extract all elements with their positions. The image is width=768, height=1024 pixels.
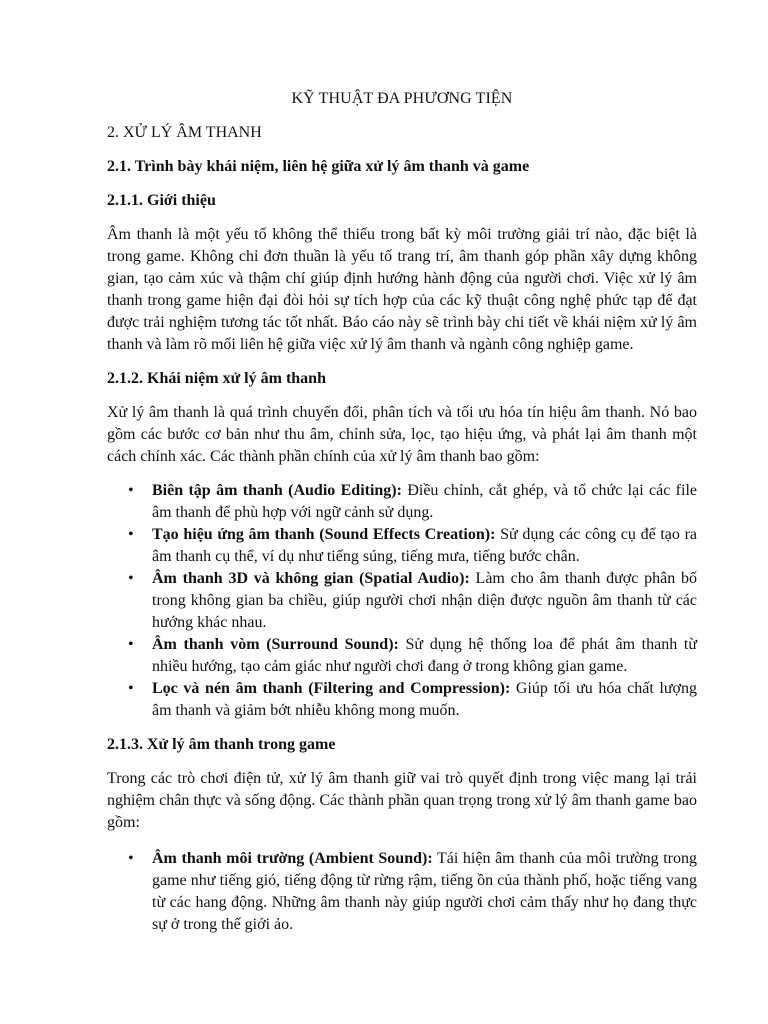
bullet-icon: • [128,636,134,653]
heading-2-1-2: 2.1.2. Khái niệm xử lý âm thanh [107,370,326,387]
list-item-text: Làm cho âm thanh được phân bố trong không gian ba chiều, giúp người chơi nhận diện được nguồn âm thanh từ các hướng khác nhau. [152,570,697,631]
list-item [107,480,697,524]
game-audio-paragraph: Trong các trò chơi điện tử, xử lý âm thanh giữ vai trò quyết định trong việc mang lại trải nghiệm chân thực và sống động. Các thành phần quan trọng trong xử lý âm thanh game bao gồm: [107,770,697,831]
list-item-term: Âm thanh môi trường (Ambient Sound): [152,850,433,867]
list-item-term: Âm thanh vòm (Surround Sound): [152,636,399,653]
list-item-text: Tái hiện âm thanh của môi trường trong game như tiếng gió, tiếng động từ rừng rậm, tiếng ồn của thành phố, hoặc tiếng vang từ các hang động. Những âm thanh này giúp người chơi cảm thấy như họ đang thực sự ở trong thế giới ảo. [152,850,697,933]
bullet-icon: • [128,482,134,499]
intro-paragraph: Âm thanh là một yếu tố không thể thiếu trong bất kỳ môi trường giải trí nào, đặc biệt là trong game. Không chỉ đơn thuần là yếu tố trang trí, âm thanh góp phần xây dựng không gian, tạo cảm xúc và thậm chí giúp định hướng hành động của người chơi. Việc xử lý âm thanh trong game hiện đại đòi hỏi sự tích hợp của các kỹ thuật công nghệ phức tạp để đạt được trải nghiệm tương tác tốt nhất. Báo cáo này sẽ trình bày chi tiết về khái niệm xử lý âm thanh và làm rõ mối liên hệ giữa việc xử lý âm thanh và ngành công nghiệp game. [107,226,697,353]
document-page [107,88,697,948]
list-item [107,568,697,634]
heading-2-1-3: 2.1.3. Xử lý âm thanh trong game [107,736,336,753]
list-item-term: Tạo hiệu ứng âm thanh (Sound Effects Creation): [152,526,496,543]
heading-2-1-1: 2.1.1. Giới thiệu [107,192,216,209]
list-item-term: Âm thanh 3D và không gian (Spatial Audio): [152,570,470,587]
list-item-term: Lọc và nén âm thanh (Filtering and Compression): [152,680,511,697]
subsection-heading: 2.1. Trình bày khái niệm, liên hệ giữa xử lý âm thanh và game [107,158,530,175]
section-heading: 2. XỬ LÝ ÂM THANH [107,124,262,141]
list-item [107,524,697,568]
list-item-text: Giúp tối ưu hóa chất lượng âm thanh và giảm bớt nhiễu không mong muốn. [152,680,698,719]
list-item-text: Điều chỉnh, cắt ghép, và tổ chức lại các file âm thanh để phù hợp với ngữ cảnh sử dụng. [152,482,697,521]
game-audio-list [107,848,697,936]
audio-components-list [107,480,697,722]
bullet-icon: • [128,570,134,587]
list-item [107,678,697,722]
bullet-icon: • [128,526,134,543]
list-item-text: Sử dụng các công cụ để tạo ra âm thanh cụ thể, ví dụ như tiếng súng, tiếng mưa, tiếng bước chân. [152,526,698,565]
document-title: KỸ THUẬT ĐA PHƯƠNG TIỆN [291,90,513,107]
concept-paragraph: Xử lý âm thanh là quá trình chuyển đổi, phân tích và tối ưu hóa tín hiệu âm thanh. Nó bao gồm các bước cơ bản như thu âm, chỉnh sửa, lọc, tạo hiệu ứng, và phát lại âm thanh một cách chính xác. Các thành phần chính của xử lý âm thanh bao gồm: [107,404,697,465]
list-item [107,848,697,936]
list-item [107,634,697,678]
bullet-icon: • [128,680,134,697]
bullet-icon: • [128,850,134,867]
list-item-text: Sử dụng hệ thống loa để phát âm thanh từ nhiều hướng, tạo cảm giác như người chơi đang ở trong không gian game. [152,636,698,675]
list-item-term: Biên tập âm thanh (Audio Editing): [152,482,402,499]
